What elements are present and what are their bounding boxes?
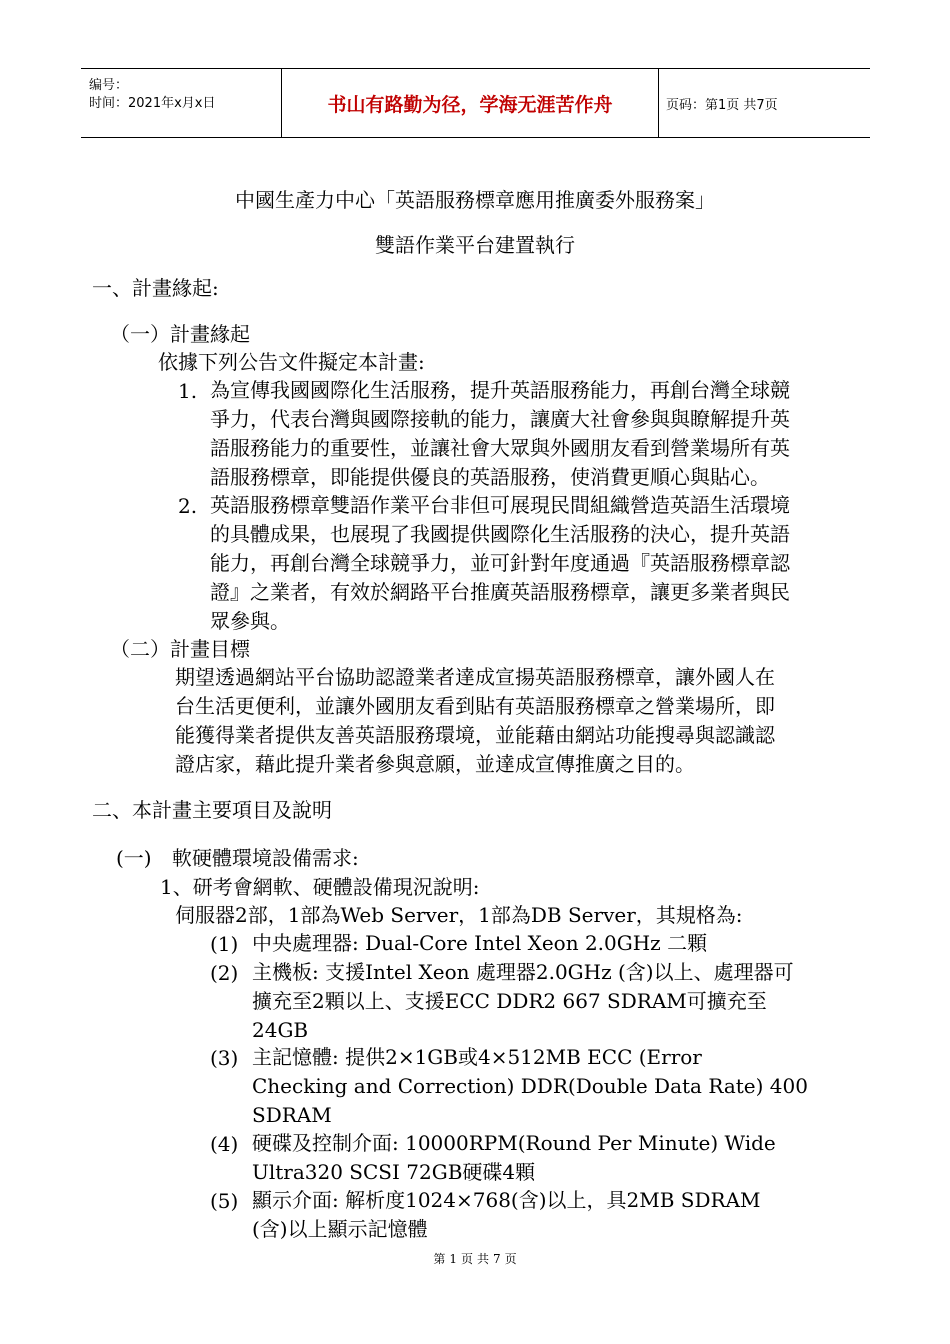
spec-line: Checking and Correction) DDR(Double Data Rate) 400 — [252, 1074, 808, 1098]
footer-word: 第 — [433, 1252, 446, 1266]
spec-line: 中央處理器: Dual-Core Intel Xeon 2.0GHz 二顆 — [252, 931, 708, 955]
item-1-text — [210, 376, 790, 492]
footer-word: 页 — [460, 1252, 473, 1266]
spec-line: SDRAM — [252, 1103, 332, 1127]
spec-3-number: (3) — [210, 1046, 239, 1070]
goal-line: 證店家，藉此提升業者參與意願，並達成宣傳推廣之目的。 — [175, 752, 695, 776]
spec-3-text — [252, 1043, 808, 1130]
item-2-line: 證』之業者，有效於網路平台推廣英語服務標章，讓更多業者與民 — [210, 580, 790, 604]
page-header — [81, 68, 870, 138]
item-2-number: 2. — [178, 494, 198, 518]
footer-word: 页 — [504, 1252, 517, 1266]
spec-1-text — [252, 929, 707, 958]
item-2-line: 眾參與。 — [210, 609, 290, 633]
header-motto: 书山有路勤为径，学海无涯苦作舟 — [282, 69, 659, 137]
spec-line: Ultra320 SCSI 72GB硬碟4顆 — [252, 1160, 536, 1184]
subsection-1-1-heading: （一）計畫緣起 — [110, 322, 250, 346]
subsection-2-1-heading: 軟硬體環境設備需求: — [172, 846, 359, 870]
spec-1-number: (1) — [210, 932, 239, 956]
item-1-line: 爭力，代表台灣與國際接軌的能力，讓廣大社會參與與瞭解提升英 — [210, 407, 790, 431]
item-1-number: 1. — [178, 379, 198, 403]
subsection-1-2-heading: （二）計畫目標 — [110, 637, 250, 661]
servers-text: 伺服器2部，1部為Web Server，1部為DB Server，其規格為: — [175, 903, 743, 927]
footer-word: 共 — [477, 1252, 490, 1266]
header-code-label: 编号： — [89, 78, 129, 93]
goal-text — [175, 663, 775, 779]
spec-line: 主機板: 支援Intel Xeon 處理器2.0GHz (含)以上、處理器可 — [252, 960, 794, 984]
subsection-2-1-number: (一) — [116, 846, 152, 870]
item-1-line: 為宣傳我國國際化生活服務，提升英語服務能力，再創台灣全球競 — [210, 378, 790, 402]
footer-page-number: 1 — [449, 1252, 457, 1266]
header-time-label: 时间：2021年x月x日 — [89, 96, 216, 111]
goal-line: 台生活更便利，並讓外國朋友看到貼有英語服務標章之營業場所，即 — [175, 694, 775, 718]
header-page-info: 页码：第1页 共7页 — [666, 97, 778, 113]
intro-text: 依據下列公告文件擬定本計畫: — [158, 350, 425, 374]
item-1-line: 語服務能力的重要性，並讓社會大眾與外國朋友看到營業場所有英 — [210, 436, 790, 460]
subsection-2-1-1-heading: 1、研考會網軟、硬體設備現況說明: — [160, 875, 480, 899]
spec-line: 硬碟及控制介面: 10000RPM(Round Per Minute) Wide — [252, 1131, 776, 1155]
spec-line: (含)以上顯示記憶體 — [252, 1217, 428, 1241]
section-1-heading: 一、計畫緣起: — [92, 276, 219, 300]
spec-line: 擴充至2顆以上、支援ECC DDR2 667 SDRAM可擴充至 — [252, 989, 767, 1013]
spec-line: 24GB — [252, 1018, 309, 1042]
item-2-line: 能力，再創台灣全球競爭力，並可針對年度通過『英語服務標章認 — [210, 551, 790, 575]
header-meta-cell — [81, 69, 282, 137]
spec-4-text — [252, 1129, 776, 1187]
item-2-text — [210, 491, 790, 636]
spec-2-number: (2) — [210, 961, 239, 985]
spec-line: 顯示介面: 解析度1024×768(含)以上，具2MB SDRAM — [252, 1188, 761, 1212]
spec-2-text — [252, 958, 794, 1045]
footer-total-pages: 7 — [493, 1252, 501, 1266]
item-2-line: 英語服務標章雙語作業平台非但可展現民間組織營造英語生活環境 — [210, 493, 790, 517]
spec-4-number: (4) — [210, 1132, 239, 1156]
spec-5-text — [252, 1186, 761, 1244]
goal-line: 期望透過網站平台協助認證業者達成宣揚英語服務標章，讓外國人在 — [175, 665, 775, 689]
doc-title-line2: 雙語作業平台建置執行 — [375, 233, 575, 257]
spec-line: 主記憶體: 提供2×1GB或4×512MB ECC (Error — [252, 1045, 702, 1069]
section-2-heading: 二、本計畫主要項目及說明 — [92, 798, 332, 822]
spec-5-number: (5) — [210, 1189, 239, 1213]
item-2-line: 的具體成果，也展現了我國提供國際化生活服務的決心，提升英語 — [210, 522, 790, 546]
item-1-line: 語服務標章，即能提供優良的英語服務，使消費更順心與貼心。 — [210, 465, 770, 489]
goal-line: 能獲得業者提供友善英語服務環境，並能藉由網站功能搜尋與認識認 — [175, 723, 775, 747]
page-footer — [0, 1250, 950, 1267]
doc-title-line1: 中國生產力中心「英語服務標章應用推廣委外服務案」 — [235, 188, 715, 212]
